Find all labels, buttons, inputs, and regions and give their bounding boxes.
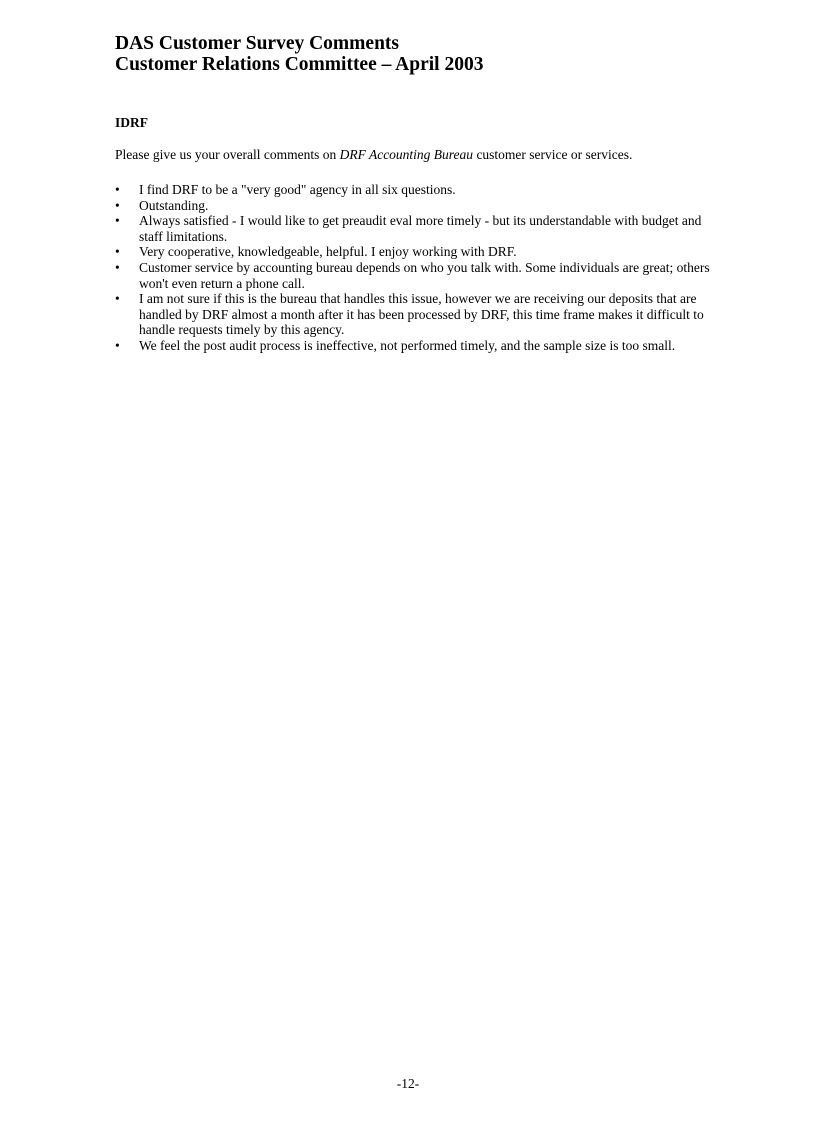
bullet-icon: • — [115, 182, 120, 197]
bullet-icon: • — [115, 259, 120, 275]
comment-item — [115, 198, 710, 214]
document-title — [115, 33, 735, 75]
comment-item — [115, 213, 710, 244]
comment-text: Customer service by accounting bureau depends on who you talk with. Some individuals are great; others won't even return a phone call. — [139, 259, 710, 291]
comment-item — [115, 260, 710, 291]
title-line-1: DAS Customer Survey Comments — [115, 33, 399, 54]
bullet-icon: • — [115, 291, 120, 307]
comment-list — [115, 182, 710, 354]
comment-item — [115, 291, 710, 338]
bullet-icon: • — [115, 337, 120, 353]
comment-text: Outstanding. — [139, 197, 209, 213]
comment-text: Very cooperative, knowledgeable, helpful. I enjoy working with DRF. — [139, 244, 517, 260]
comment-item — [115, 182, 710, 198]
comment-text: I am not sure if this is the bureau that handles this issue, however we are receiving our deposits that are handled by DRF almost a month after it has been processed by DRF, this time frame makes it difficult to handle requests timely by this agency. — [139, 291, 704, 338]
comment-item — [115, 244, 710, 260]
prompt-text-after: customer service or services. — [473, 147, 633, 162]
bullet-icon: • — [115, 244, 120, 260]
section-heading: IDRF — [115, 115, 148, 130]
comment-text: Always satisfied - I would like to get preaudit eval more timely - but its understandable with budget and staff limitations. — [139, 213, 702, 244]
bullet-icon: • — [115, 213, 120, 229]
prompt-text-before: Please give us your overall comments on — [115, 147, 340, 162]
comment-item — [115, 338, 710, 354]
prompt-bureau-name: DRF Accounting Bureau — [339, 147, 474, 162]
page-number: -12- — [396, 1076, 420, 1091]
bullet-icon: • — [115, 197, 120, 213]
title-line-2: Customer Relations Committee – April 2003 — [115, 54, 484, 75]
comment-text: We feel the post audit process is ineffective, not performed timely, and the sample size is too small. — [139, 337, 676, 353]
comment-text: I find DRF to be a "very good" agency in all six questions. — [139, 182, 456, 197]
survey-prompt — [115, 146, 715, 163]
